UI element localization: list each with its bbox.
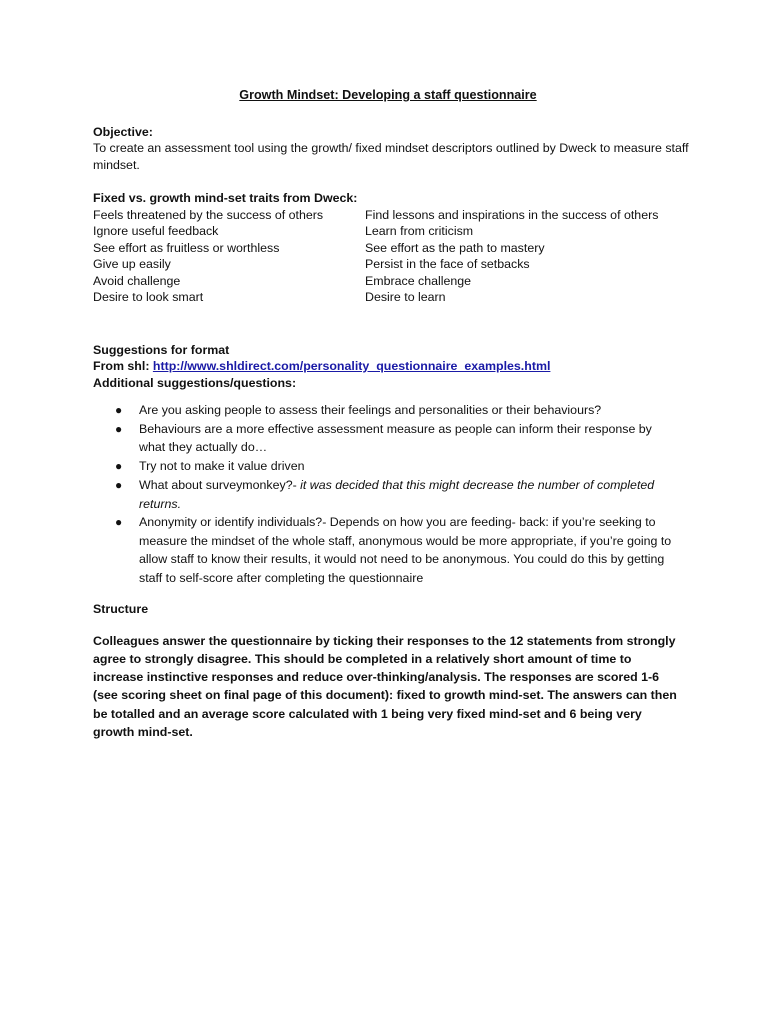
objective-text: To create an assessment tool using the growth/ fixed mindset descriptors outlined by Dweck to measure staff mindset.	[93, 141, 689, 172]
fixed-trait: Feels threatened by the success of others	[93, 207, 324, 222]
format-heading: Suggestions for format	[93, 342, 230, 357]
fixed-trait: Desire to look smart	[93, 290, 204, 304]
growth-trait: Learn from criticism	[365, 224, 474, 238]
list-item	[115, 457, 679, 475]
structure-text: Colleagues answer the questionnaire by ticking their responses to the 12 statements from strongly agree to strongly disagree. This should be completed in a relatively short amount of time to increase instinctive responses and reduce over-thinking/analysis. The responses are scored 1-6 (see scoring sheet on final page of this document): fixed to growth mind-set. The answers can then be totalled and an average score calculated with 1 being very fixed mind-set and 6 being very growth mind-set.	[93, 633, 677, 740]
bullet-icon: ●	[115, 515, 123, 530]
fixed-trait: See effort as fruitless or worthless	[93, 240, 280, 255]
format-section	[93, 342, 693, 392]
growth-trait: Persist in the face of setbacks	[365, 257, 530, 271]
bullet-icon: ●	[115, 421, 123, 436]
list-item	[115, 420, 679, 457]
list-item-text: Anonymity or identify individuals?- Depends on how you are feeding- back: if you’re seeking to measure the mindset of the whole staff, anonymous would be more appropriate, if you’re going to allow staff to know their results, it would not need to be anonymous. You could do this by getting staff to self-score after completing the questionnaire	[139, 515, 672, 585]
list-item-text: Behaviours are a more effective assessment measure as people can inform their response by what they actually do…	[139, 421, 652, 455]
objective-section	[93, 124, 693, 174]
growth-trait: See effort as the path to mastery	[365, 240, 545, 255]
growth-trait: Embrace challenge	[365, 273, 472, 288]
traits-heading: Fixed vs. growth mind-set traits from Dweck:	[93, 191, 358, 205]
list-item-italic-note: it was decided that this might decrease the number of completed returns.	[139, 478, 655, 511]
list-item-text: Try not to make it value driven	[139, 459, 305, 474]
structure-heading: Structure	[93, 602, 149, 617]
document-title: Growth Mindset: Developing a staff questionnaire	[239, 88, 537, 102]
fixed-trait: Ignore useful feedback	[93, 224, 219, 238]
suggestions-list	[93, 401, 679, 587]
list-item-text: Are you asking people to assess their feelings and personalities or their behaviours?	[139, 403, 602, 417]
additional-heading: Additional suggestions/questions:	[93, 375, 297, 390]
growth-trait: Desire to learn	[365, 290, 446, 304]
list-item-text: What about surveymonkey?-	[139, 478, 301, 493]
shl-source-label: From shl:	[93, 359, 153, 373]
bullet-icon: ●	[115, 403, 123, 417]
document-page	[93, 87, 693, 741]
fixed-trait: Avoid challenge	[93, 273, 181, 288]
objective-heading: Objective:	[93, 124, 153, 139]
list-item	[115, 476, 679, 513]
traits-table	[93, 207, 693, 306]
list-item	[115, 513, 679, 587]
bullet-icon: ●	[115, 459, 123, 474]
list-item	[115, 401, 679, 419]
shl-link[interactable]: http://www.shldirect.com/personality_questionnaire_examples.html	[152, 359, 551, 373]
traits-section	[93, 190, 693, 306]
growth-trait: Find lessons and inspirations in the success of others	[365, 207, 659, 222]
shl-source-line	[93, 358, 693, 375]
structure-section	[93, 601, 693, 741]
bullet-icon: ●	[115, 478, 123, 493]
fixed-trait: Give up easily	[93, 257, 171, 271]
